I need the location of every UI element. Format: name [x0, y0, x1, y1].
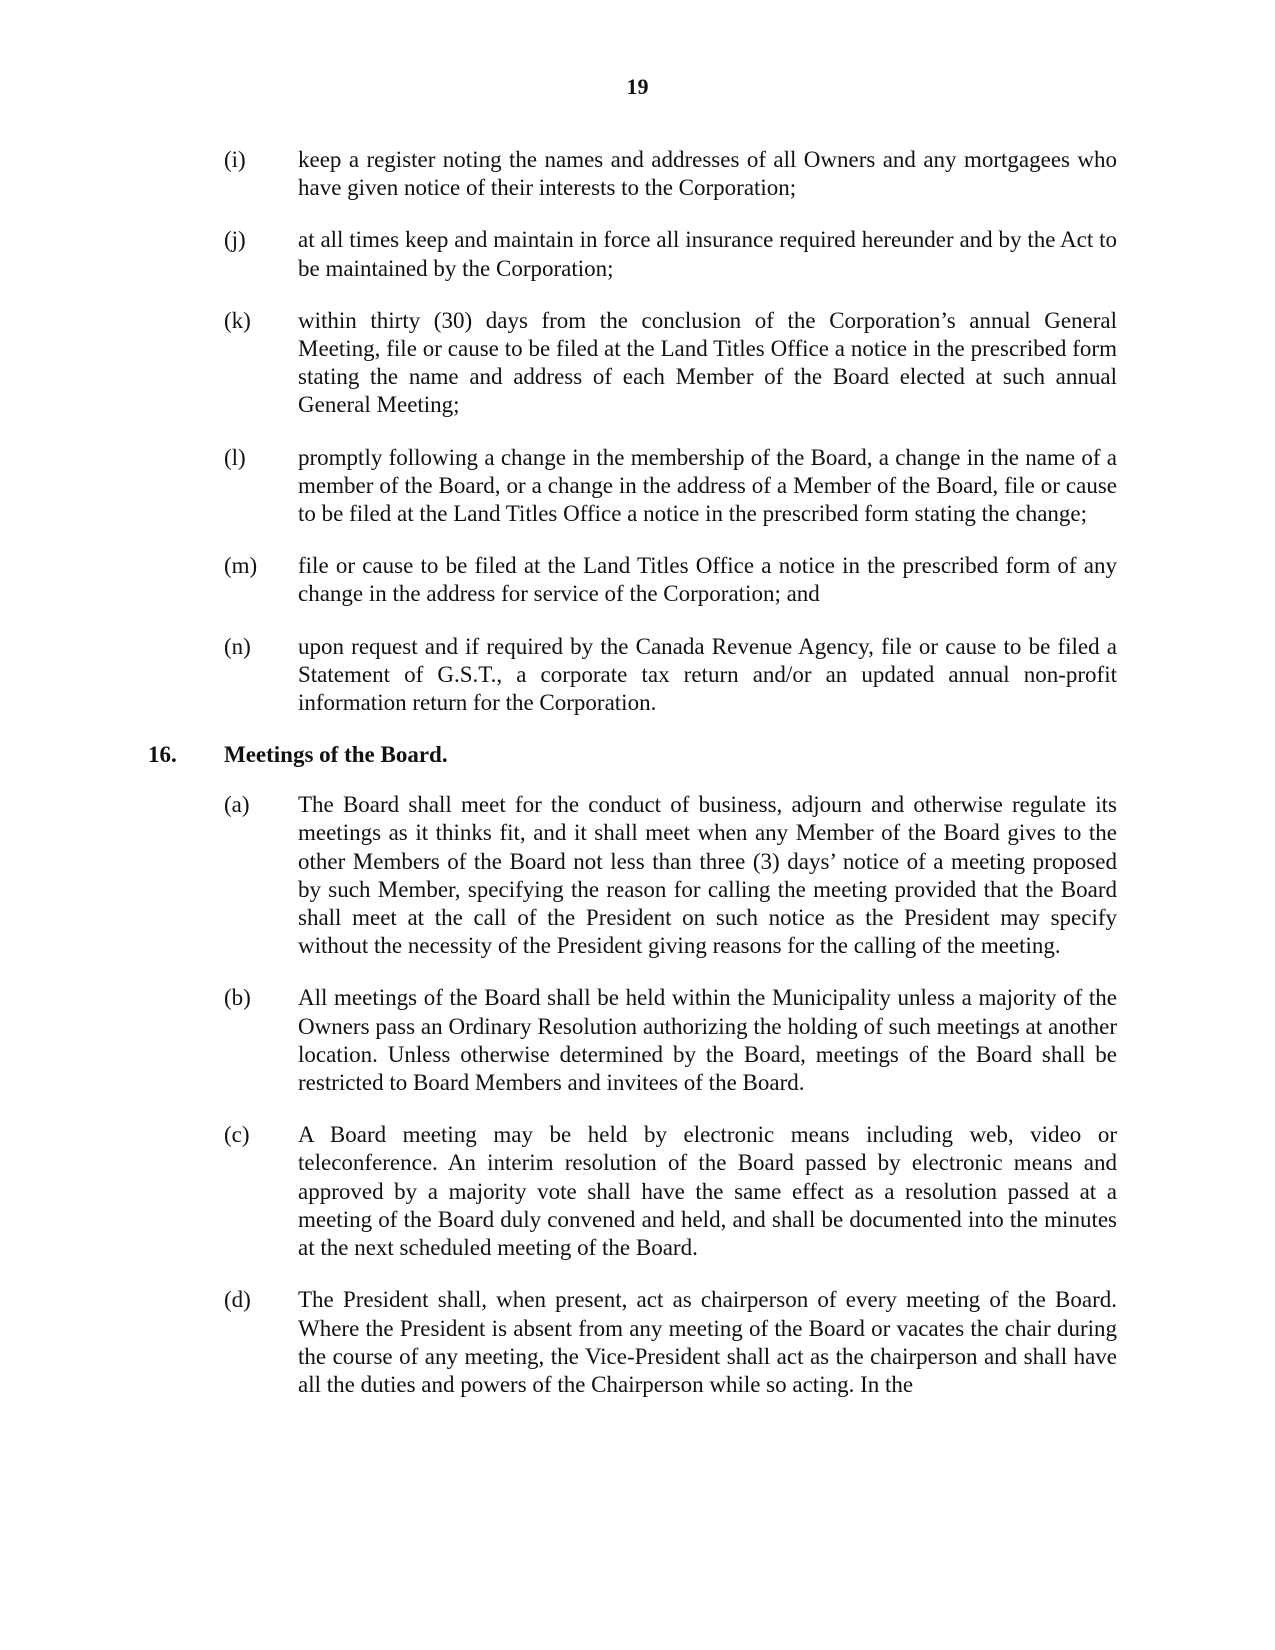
- item-label: (n): [224, 633, 251, 659]
- list-item-d: [0, 1286, 1275, 1399]
- item-text: All meetings of the Board shall be held within the Municipality unless a majority of the Owners pass an Ordinary Resolution authorizing the holding of such meetings at another location. Unless otherwise determined by the Board, meetings of the Board shall be restricted to Board Members and invitees of the Board.: [298, 985, 1117, 1096]
- list-item-i: [0, 146, 1275, 202]
- section-number: 16.: [148, 742, 177, 768]
- item-label: (b): [224, 985, 251, 1011]
- list-item-j: [0, 226, 1275, 282]
- item-label: (d): [224, 1287, 251, 1313]
- list-item-n: [0, 633, 1275, 718]
- item-label: (a): [224, 792, 250, 818]
- list-item-c: [0, 1121, 1275, 1262]
- item-text: upon request and if required by the Canada Revenue Agency, file or cause to be filed a Statement of G.S.T., a corporate tax return and/or an updated annual non-profit information return for the Corporation.: [298, 633, 1117, 716]
- list-item-b: [0, 984, 1275, 1097]
- item-text: keep a register noting the names and addresses of all Owners and any mortgagees who have given notice of their interests to the Corporation;: [298, 147, 1117, 201]
- item-text: at all times keep and maintain in force all insurance required hereunder and by the Act to be maintained by the Corporation;: [298, 227, 1117, 281]
- item-text: within thirty (30) days from the conclusion of the Corporation’s annual General Meeting, file or cause to be filed at the Land Titles Office a notice in the prescribed form stating the name and address of each Member of the Board elected at such annual General Meeting;: [298, 307, 1117, 418]
- list-item-l: [0, 444, 1275, 529]
- section-heading: [0, 741, 1275, 771]
- item-label: (l): [224, 444, 246, 470]
- item-label: (i): [224, 147, 246, 172]
- section-title: Meetings of the Board.: [224, 742, 448, 768]
- item-text: file or cause to be filed at the Land Titles Office a notice in the prescribed form of any change in the address for service of the Corporation; and: [298, 553, 1117, 607]
- list-item-k: [0, 307, 1275, 420]
- document-body: [0, 146, 1275, 1423]
- page-number: 19: [626, 74, 649, 99]
- item-text: The President shall, when present, act as chairperson of every meeting of the Board. Where the President is absent from any meeting of the Board or vacates the chair during the course of any meeting, the Vice-President shall act as the chairperson and shall have all the duties and powers of the Chairperson while so acting. In the: [298, 1287, 1117, 1397]
- item-text: The Board shall meet for the conduct of business, adjourn and otherwise regulate its meetings as it thinks fit, and it shall meet when any Member of the Board gives to the other Members of the Board not less than three (3) days’ notice of a meeting proposed by such Member, specifying the reason for calling the meeting provided that the Board shall meet at the call of the President on such notice as the President may specify without the necessity of the President giving reasons for the calling of the meeting.: [298, 792, 1117, 959]
- list-item-m: [0, 552, 1275, 608]
- item-label: (j): [224, 227, 246, 253]
- item-text: promptly following a change in the membership of the Board, a change in the name of a member of the Board, or a change in the address of a Member of the Board, file or cause to be filed at the Land Titles Office a notice in the prescribed form stating the change;: [298, 444, 1117, 527]
- list-item-a: [0, 791, 1275, 960]
- item-label: (m): [224, 553, 258, 579]
- item-text: A Board meeting may be held by electronic means including web, video or teleconference. An interim resolution of the Board passed by electronic means and approved by a majority vote shall have the same effect as a resolution passed at a meeting of the Board duly convened and held, and shall be documented into the minutes at the next scheduled meeting of the Board.: [298, 1122, 1117, 1261]
- item-label: (c): [224, 1122, 250, 1148]
- item-label: (k): [224, 307, 251, 333]
